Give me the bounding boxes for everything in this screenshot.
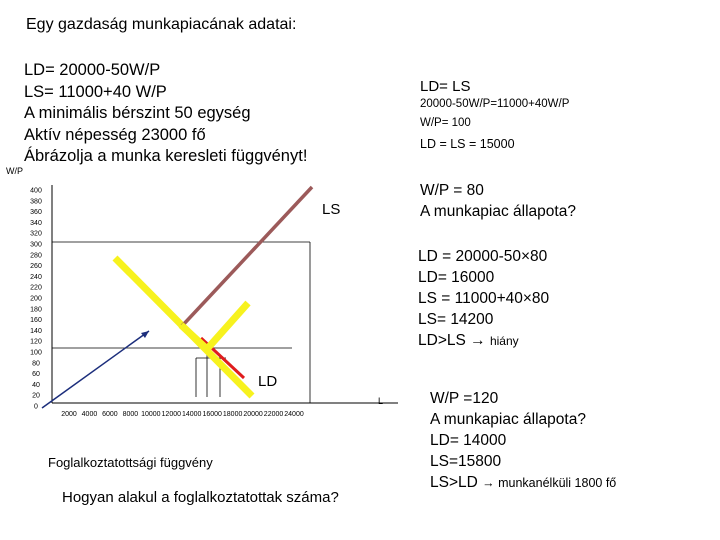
y-tick-label: 380 [30, 198, 42, 206]
y-tick-label: 180 [30, 306, 42, 314]
x-tick-label: 22000 [263, 411, 284, 418]
x-tick-label: 6000 [102, 411, 118, 418]
x-axis-label: L [378, 396, 384, 406]
y-tick-label: 40 [32, 381, 40, 389]
employment-function-caption: Foglalkoztatottsági függvény [48, 455, 213, 470]
y-tick-label: 340 [30, 219, 42, 227]
equilibrium-condition: LD= LS [420, 78, 471, 95]
case1-result-tail: hiány [489, 334, 519, 348]
x-tick-label: 20000 [243, 411, 263, 418]
case2-calc-line2: LS=15800 [430, 453, 502, 470]
y-tick-label: 140 [30, 327, 42, 335]
x-tick-label: 16000 [202, 411, 222, 418]
y-tick-label: 240 [30, 273, 42, 281]
x-tick-label: 12000 [161, 411, 182, 418]
x-tick-label: 4000 [81, 411, 98, 418]
case1-calc-line3: LS = 11000+40×80 [418, 290, 550, 307]
case2-wage: W/P =120 [430, 390, 499, 407]
given-active-population: Aktív népesség 23000 fő [24, 125, 206, 144]
y-tick-label: 260 [30, 263, 42, 271]
case1-calc-line4: LS= 14200 [418, 311, 494, 328]
blue-arrowhead [141, 331, 149, 338]
y-tick-label: 120 [30, 338, 42, 346]
y-tick-label: 280 [30, 252, 42, 260]
ld-curve-label: LD [258, 373, 278, 390]
equilibrium-equation: 20000-50W/P=11000+40W/P [420, 98, 570, 110]
ls-curve-label: LS [322, 201, 341, 218]
equilibrium-quantity: LD = LS = 15000 [420, 137, 515, 151]
case1-calc-line1: LD = 20000-50×80 [418, 248, 548, 265]
y-tick-labels [30, 188, 42, 411]
given-ld-equation: LD= 20000-50W/P [24, 61, 161, 79]
case1-calc-line2: LD= 16000 [418, 269, 495, 286]
x-tick-labels [61, 411, 304, 418]
y-tick-label: 200 [30, 295, 42, 303]
equilibrium-wage: W/P= 100 [420, 117, 471, 129]
y-axis-label: W/P [6, 166, 23, 176]
x-tick-label: 2000 [61, 411, 77, 418]
y-tick-label: 60 [32, 371, 40, 379]
case2-result-main: LS>LD [430, 474, 483, 491]
x-tick-label: 14000 [181, 411, 202, 418]
y-tick-label: 100 [30, 349, 42, 357]
y-tick-label: 80 [32, 360, 40, 368]
case1-result-main: LD>LS → [418, 332, 490, 349]
y-tick-label: 360 [30, 209, 42, 217]
y-tick-label: 300 [30, 241, 42, 249]
case2-prompt: A munkapiac állapota? [430, 411, 586, 428]
question-caption: Hogyan alakul a foglalkoztatottak száma? [62, 489, 339, 506]
x-tick-label: 10000 [141, 411, 161, 418]
y-tick-label: 400 [30, 187, 42, 195]
blue-employment-line [42, 331, 149, 408]
yellow-ls-segment-upper [207, 303, 248, 349]
slide-title: Egy gazdaság munkapiacának adatai: [26, 16, 297, 33]
x-tick-label: 8000 [122, 411, 139, 418]
given-min-wage: A minimális bérszint 50 egység [24, 104, 251, 122]
x-tick-label: 24000 [284, 411, 304, 418]
case2-calc-line1: LD= 14000 [430, 432, 507, 449]
y-tick-label: 320 [30, 230, 42, 238]
given-task: Ábrázolja a munka keresleti függvényt! [24, 147, 308, 165]
y-tick-label: 0 [34, 403, 38, 411]
case1-prompt: A munkapiac állapota? [420, 203, 576, 220]
yellow-ls-segment [181, 325, 207, 349]
x-tick-label: 18000 [222, 411, 243, 418]
y-tick-label: 20 [32, 392, 40, 400]
y-tick-label: 160 [30, 317, 42, 325]
case1-wage: W/P = 80 [420, 182, 484, 199]
case2-result-tail: → munkanélküli 1800 fő [482, 476, 617, 490]
y-tick-label: 220 [30, 284, 42, 292]
given-ls-equation: LS= 11000+40 W/P [24, 82, 167, 101]
